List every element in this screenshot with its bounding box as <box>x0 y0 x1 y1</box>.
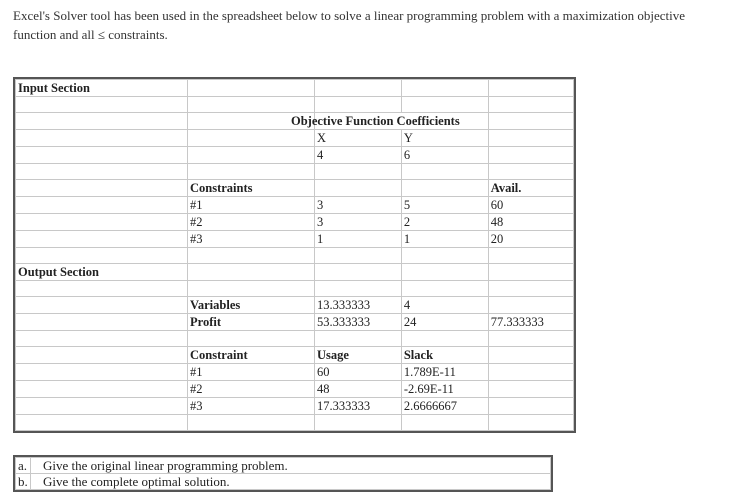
variables-label: Variables <box>188 297 315 314</box>
constraint-x: 3 <box>315 214 402 231</box>
constraint-x: 3 <box>315 197 402 214</box>
output-usage: 60 <box>315 364 402 381</box>
constraint-avail: 20 <box>488 231 573 248</box>
question-label: a. <box>16 458 31 474</box>
constraint-avail: 48 <box>488 214 573 231</box>
spreadsheet <box>13 77 576 433</box>
constraint-avail: 60 <box>488 197 573 214</box>
question-item <box>16 474 551 490</box>
output-slack: -2.69E-11 <box>401 381 488 398</box>
output-constraint-name: #3 <box>188 398 315 415</box>
output-constraint-name: #2 <box>188 381 315 398</box>
var-x-header: X <box>315 130 402 147</box>
slack-label: Slack <box>401 347 488 364</box>
output-constraint-name: #1 <box>188 364 315 381</box>
constraint-name: #1 <box>188 197 315 214</box>
constraint-name: #2 <box>188 214 315 231</box>
profit-total: 77.333333 <box>488 314 573 331</box>
constraint-row <box>16 214 574 231</box>
var-y-header: Y <box>401 130 488 147</box>
constraint-y: 5 <box>401 197 488 214</box>
output-row <box>16 364 574 381</box>
intro-text: Excel's Solver tool has been used in the spreadsheet below to solve a linear programming problem with a maximization objective function and all ≤ constraints. <box>13 8 686 42</box>
profit-label: Profit <box>188 314 315 331</box>
constraint-name: #3 <box>188 231 315 248</box>
objective-title: Objective Function Coefficients <box>291 114 460 128</box>
constraint-row <box>16 231 574 248</box>
question-text: Give the original linear programming problem. <box>31 458 551 474</box>
profit-y: 24 <box>401 314 488 331</box>
output-row <box>16 398 574 415</box>
spreadsheet-grid <box>15 79 574 431</box>
output-slack: 1.789E-11 <box>401 364 488 381</box>
var-y-value: 4 <box>401 297 488 314</box>
avail-label: Avail. <box>488 180 573 197</box>
constraint-label: Constraint <box>188 347 315 364</box>
output-row <box>16 381 574 398</box>
output-usage: 17.333333 <box>315 398 402 415</box>
input-section-label: Input Section <box>16 80 188 97</box>
output-usage: 48 <box>315 381 402 398</box>
question-label: b. <box>16 474 31 490</box>
question-item <box>16 458 551 474</box>
profit-x: 53.333333 <box>315 314 402 331</box>
coef-x: 4 <box>315 147 402 164</box>
constraints-label: Constraints <box>188 180 315 197</box>
coef-y: 6 <box>401 147 488 164</box>
constraint-x: 1 <box>315 231 402 248</box>
constraint-y: 2 <box>401 214 488 231</box>
output-section-label: Output Section <box>16 264 188 281</box>
var-x-value: 13.333333 <box>315 297 402 314</box>
question-text: Give the complete optimal solution. <box>31 474 551 490</box>
usage-label: Usage <box>315 347 402 364</box>
constraint-y: 1 <box>401 231 488 248</box>
questions-box <box>13 455 553 492</box>
output-slack: 2.6666667 <box>401 398 488 415</box>
constraint-row <box>16 197 574 214</box>
